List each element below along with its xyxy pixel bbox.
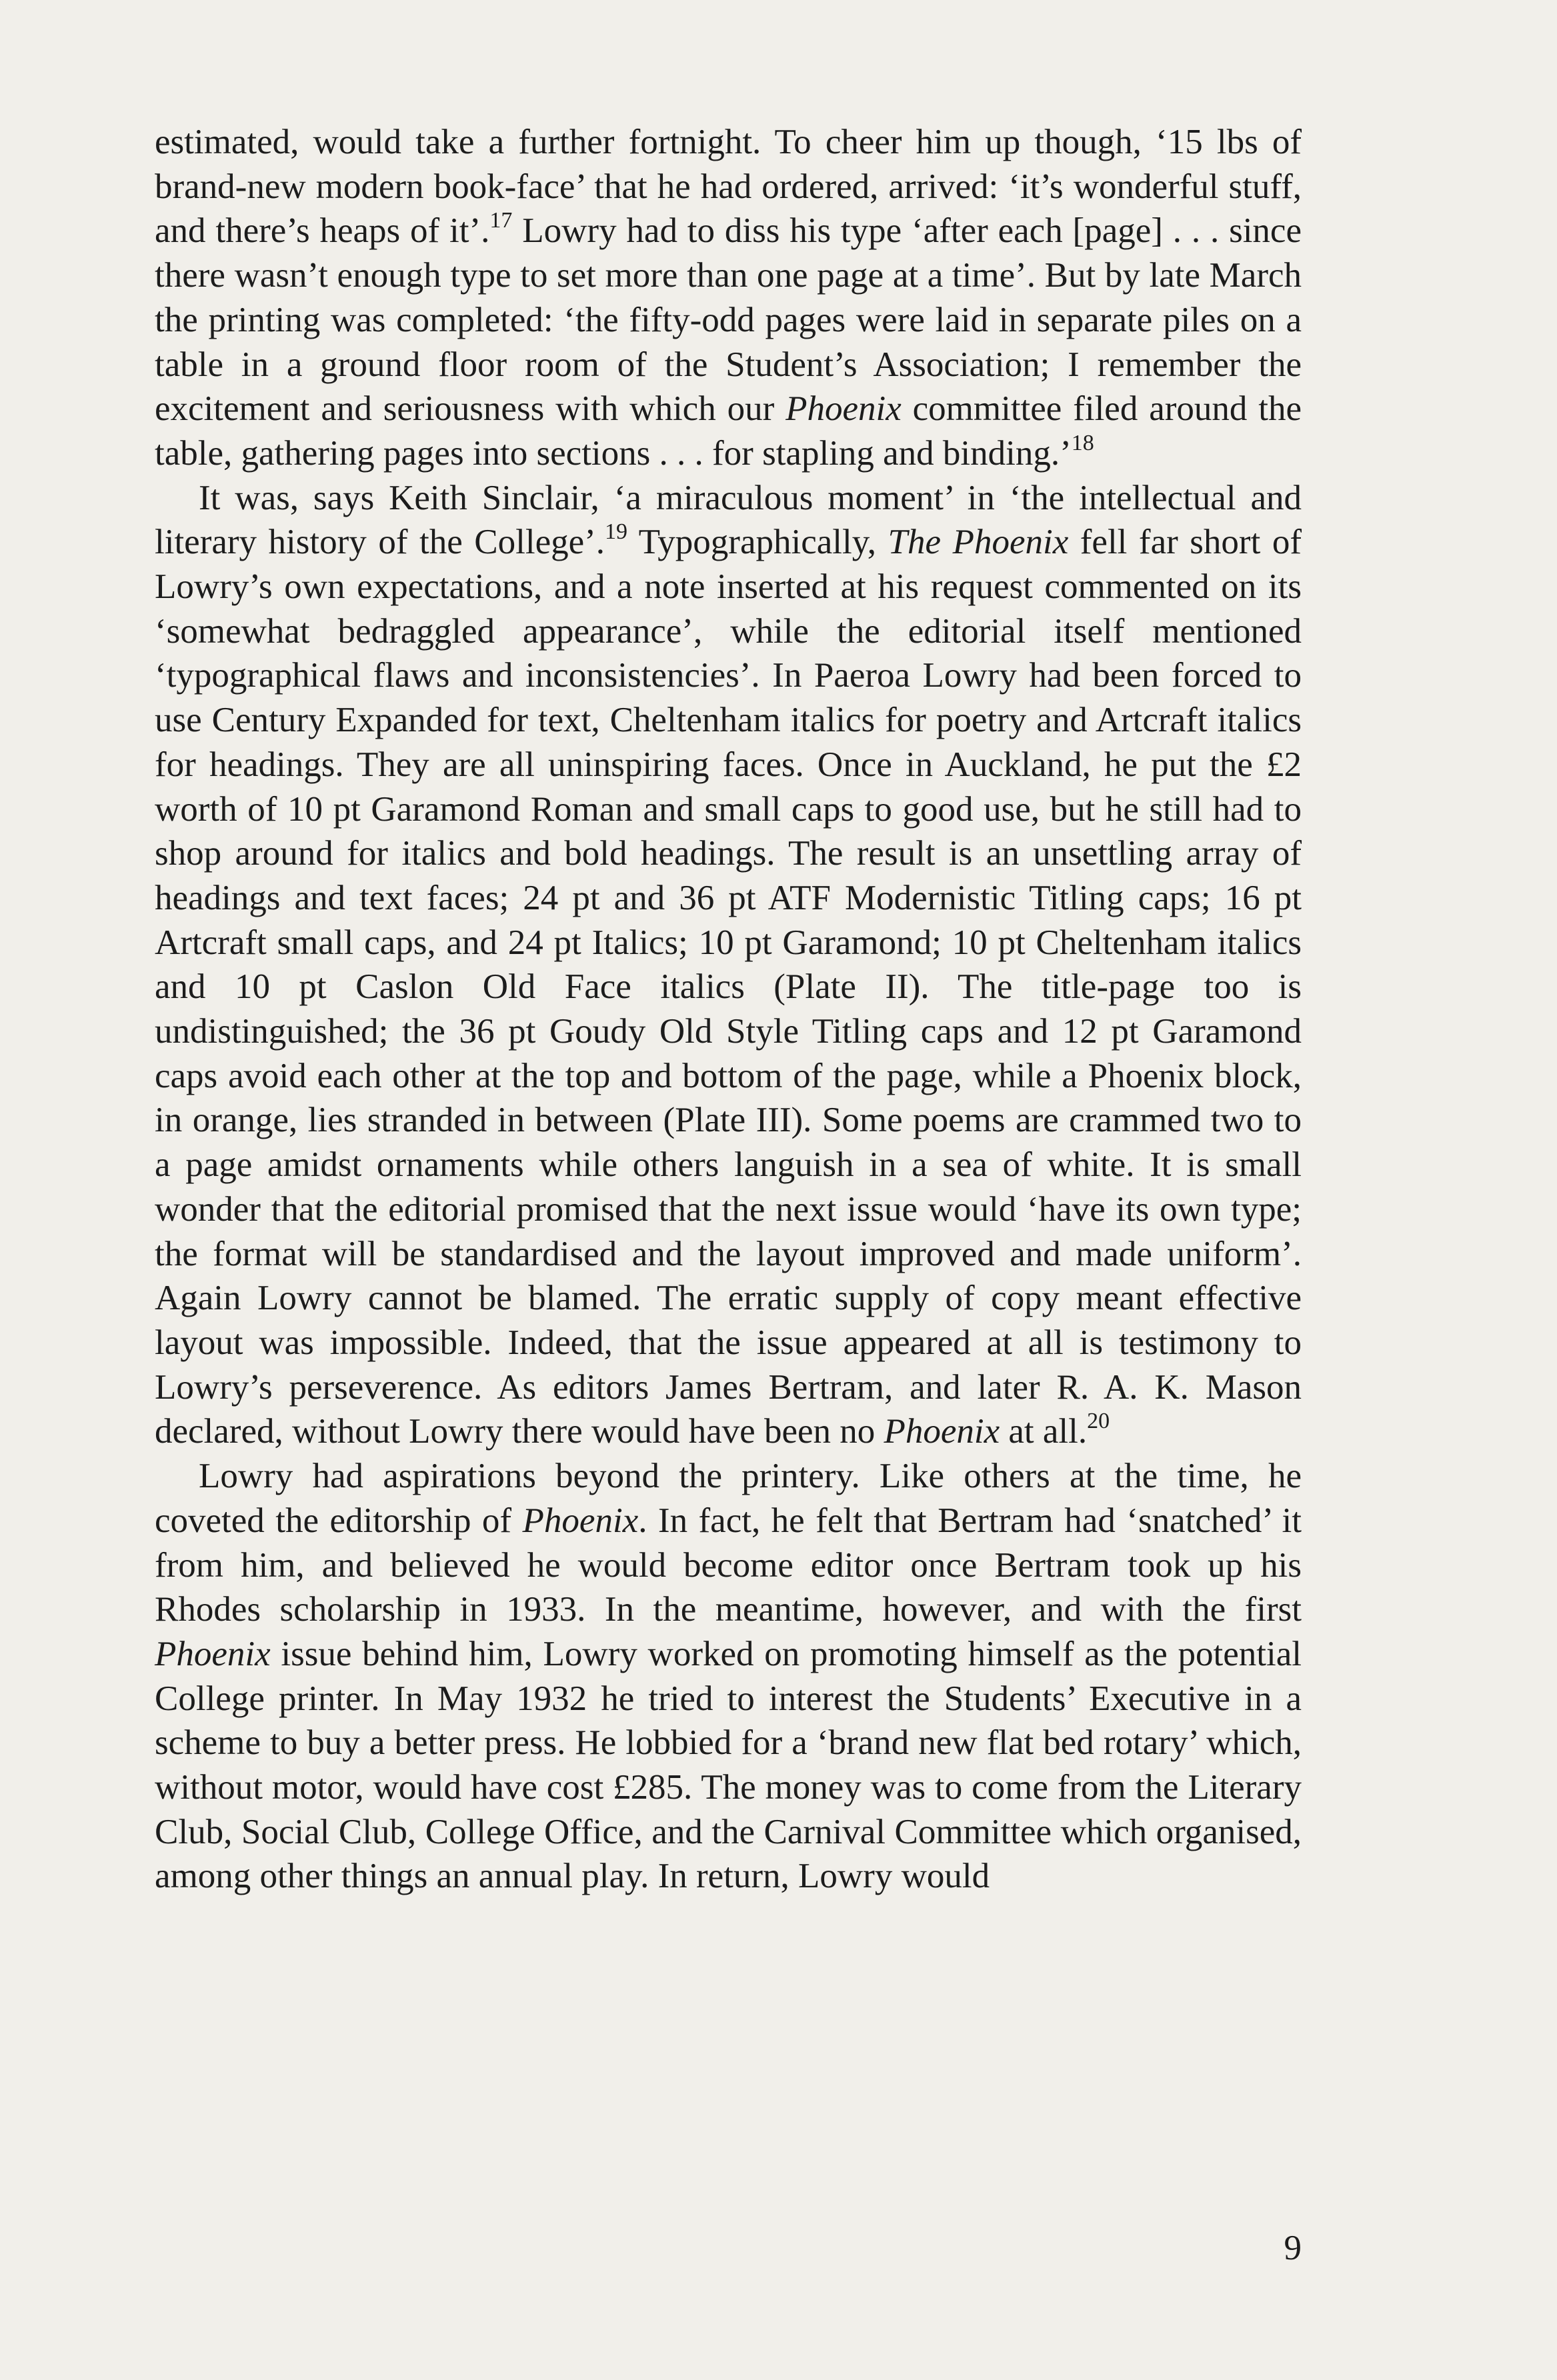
page-number: 9	[1284, 2229, 1302, 2267]
footnote-marker-17: 17	[489, 208, 513, 233]
text-segment: estimated, would take a further fortnight. To cheer him up though, ‘15 lbs of brand-new modern book-face’ that he had ordered, arrived: ‘it’s wonderful stuff, and there’s heaps of it’.	[155, 123, 1302, 251]
italic-title-phoenix: Phoenix	[786, 389, 902, 429]
paragraph-2	[155, 476, 1302, 1454]
text-segment: . In fact, he felt that Bertram had ‘snatched’ it from him, and believed he would become editor once Bertram took up his Rhodes scholarship in 1933. In the meantime, however, and with the first	[155, 1501, 1302, 1629]
italic-title-phoenix: Phoenix	[522, 1501, 639, 1540]
footnote-marker-20: 20	[1087, 1409, 1110, 1434]
body-text	[155, 120, 1302, 1899]
italic-title-phoenix: Phoenix	[884, 1412, 1000, 1451]
italic-title-the-phoenix: The Phoenix	[888, 523, 1069, 562]
text-segment: Lowry had aspirations beyond the printery. Like others at the time, he coveted the editorship of	[155, 1457, 1302, 1540]
footnote-marker-18: 18	[1071, 430, 1094, 455]
text-segment: at all.	[1000, 1412, 1088, 1451]
footnote-marker-19: 19	[605, 519, 628, 545]
text-segment: Lowry had to diss his type ‘after each [page] . . . since there wasn’t enough type to set more than one page at a time’. But by late March the printing was completed: ‘the fifty-odd pages were laid in separate piles on a table in a ground floor room of the Student’s Association; I remember the excitement and seriousness with which our	[155, 211, 1302, 429]
paragraph-1	[155, 120, 1302, 476]
text-segment: committee filed around the table, gathering pages into sections . . . for stapling and binding.’	[155, 389, 1302, 473]
text-segment: issue behind him, Lowry worked on promoting himself as the potential College printer. In May 1932 he tried to interest the Students’ Executive in a scheme to buy a better press. He lobbied for a ‘brand new flat bed rotary’ which, without motor, would have cost £285. The money was to come from the Literary Club, Social Club, College Office, and the Carnival Committee which organised, among other things an annual play. In return, Lowry would	[155, 1634, 1302, 1896]
text-segment: fell far short of Lowry’s own expectations, and a note inserted at his request commented on its ‘somewhat bedraggled appearance’, while the editorial itself mentioned ‘typographical flaws and inconsistencies’. In Paeroa Lowry had been forced to use Century Expanded for text, Cheltenham italics for poetry and Artcraft italics for headings. They are all uninspiring faces. Once in Auckland, he put the £2 worth of 10 pt Garamond Roman and small caps to good use, but he still had to shop around for italics and bold headings. The result is an unsettling array of headings and text faces; 24 pt and 36 pt ATF Modernistic Titling caps; 16 pt Artcraft small caps, and 24 pt Italics; 10 pt Garamond; 10 pt Cheltenham italics and 10 pt Caslon Old Face italics (Plate II). The title-page too is undistinguished; the 36 pt Goudy Old Style Titling caps and 12 pt Garamond caps avoid each other at the top and bottom of the page, while a Phoenix block, in orange, lies stranded in between (Plate III). Some poems are crammed two to a page amidst ornaments while others languish in a sea of white. It is small wonder that the editorial promised that the next issue would ‘have its own type; the format will be standardised and the layout improved and made uniform’. Again Lowry cannot be blamed. The erratic supply of copy meant effective layout was impossible. Indeed, that the issue appeared at all is testimony to Lowry’s perseverence. As editors James Bertram, and later R. A. K. Mason declared, without Lowry there would have been no	[155, 523, 1302, 1451]
italic-title-phoenix: Phoenix	[155, 1634, 271, 1673]
paragraph-3	[155, 1454, 1302, 1899]
text-segment: Typographically,	[627, 523, 888, 562]
text-segment: It was, says Keith Sinclair, ‘a miraculous moment’ in ‘the intellectual and literary history of the College’.	[155, 478, 1302, 562]
